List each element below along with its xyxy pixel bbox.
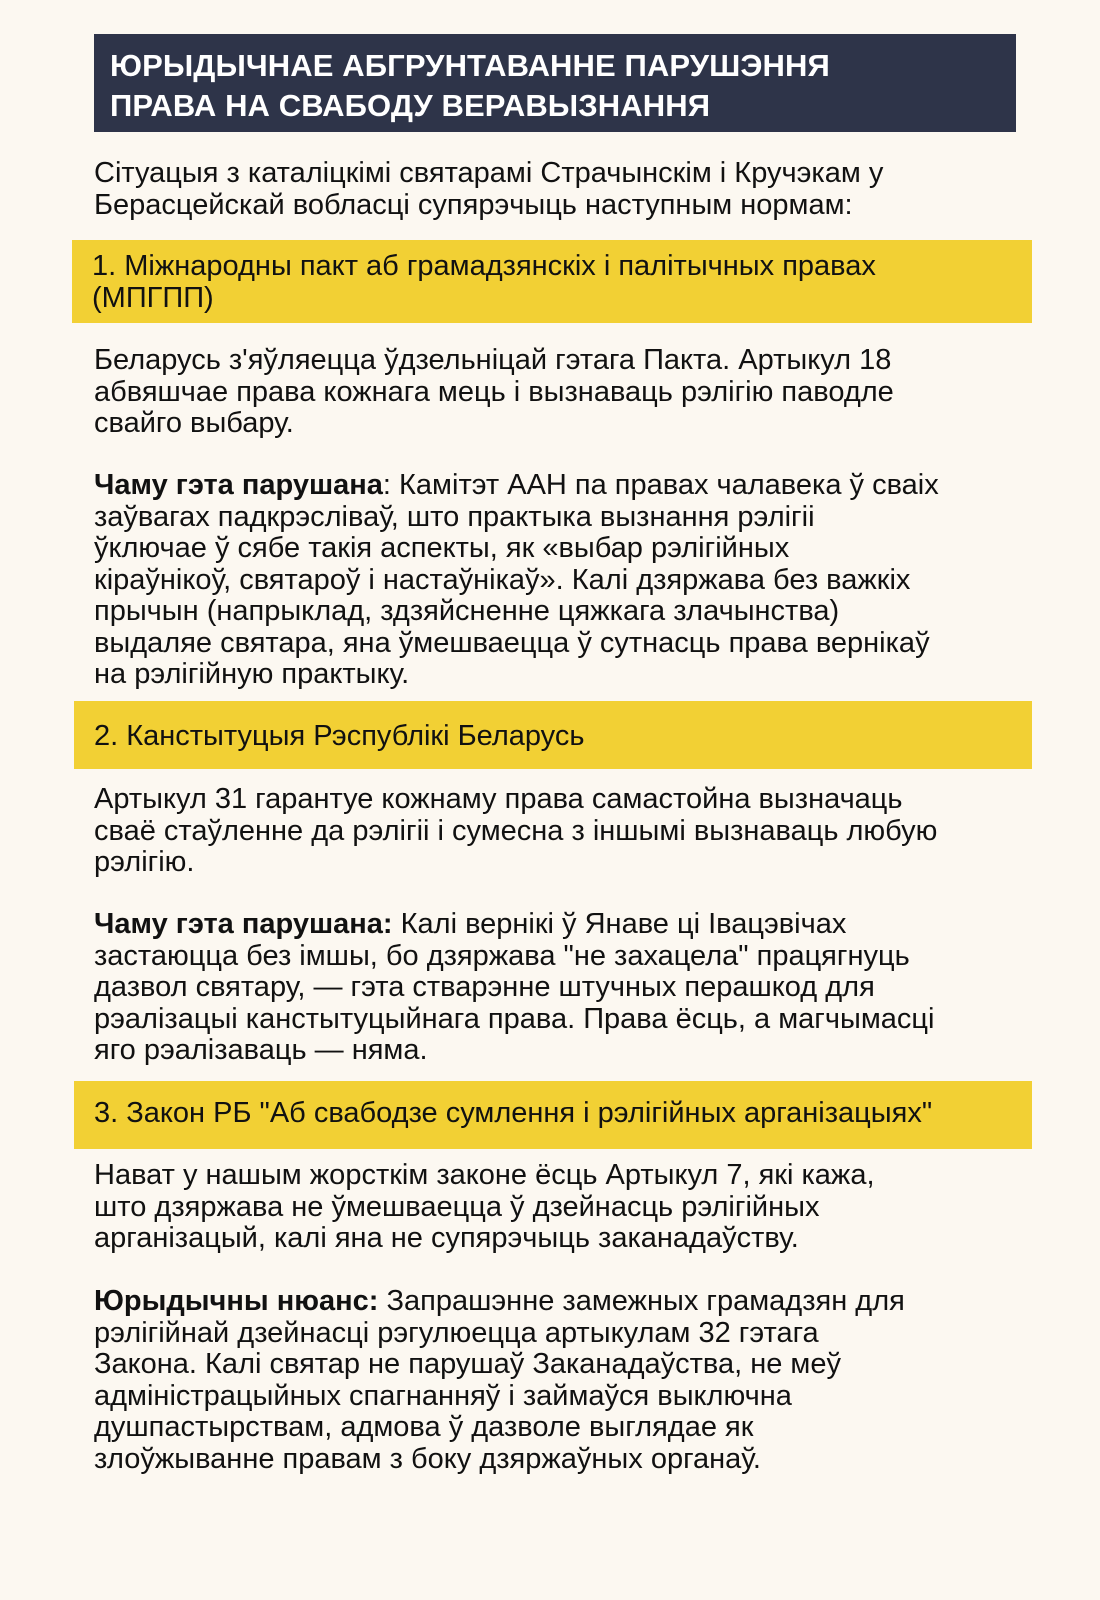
section-2-heading xyxy=(74,701,1032,769)
intro-line: Берасцейскай вобласці супярэчыць наступным нормам: xyxy=(94,188,853,221)
body-line: свайго выбару. xyxy=(94,407,294,439)
note-label: Юрыдычны нюанс: xyxy=(94,1285,379,1317)
body-line: Беларусь з'яўляецца ўдзельніцай гэтага Пакта. Артыкул 18 xyxy=(94,344,892,376)
note-text: Запрашэнне замежных грамадзян для xyxy=(378,1285,905,1317)
section-2-body xyxy=(94,784,1024,879)
intro-line: Сітуацыя з каталіцкімі святарамі Страчынскім і Кручэкам у xyxy=(94,157,884,189)
section-1-body xyxy=(94,345,1024,440)
note-text: Калі вернікі ў Янаве ці Івацэвічах xyxy=(392,908,847,940)
body-line: рэлігію. xyxy=(94,846,195,878)
note-line: заўвагах падкрэсліваў, што практыка вызнання рэлігіі xyxy=(94,500,815,533)
body-line: што дзяржава не ўмешваецца ў дзейнасць рэлігійных xyxy=(94,1190,820,1223)
note-label: Чаму гэта парушана: xyxy=(94,908,393,940)
section-1-heading xyxy=(72,240,1032,323)
note-line: прычын (напрыклад, здзяйсненне цяжкага злачынства) xyxy=(94,595,840,627)
body-line: арганізацый, калі яна не супярэчыць заканадаўству. xyxy=(94,1222,799,1254)
section-2-note xyxy=(94,909,1024,1067)
section-3-heading xyxy=(74,1081,1032,1149)
section-heading-line: 3. Закон РБ "Аб свабодзе сумлення і рэлігійных арганізацыях" xyxy=(94,1097,933,1129)
note-line: рэлігійнай дзейнасці рэгулюецца артыкулам 32 гэтага xyxy=(94,1316,819,1349)
note-first-line xyxy=(94,470,1024,502)
note-line: застаюцца без імшы, бо дзяржава "не захацела" працягнуць xyxy=(94,939,910,972)
note-line: злоўжыванне правам з боку дзяржаўных органаў. xyxy=(94,1442,761,1475)
note-label: Чаму гэта парушана xyxy=(94,469,383,501)
section-heading-line: 2. Канстытуцыя Рэспублікі Беларусь xyxy=(94,720,585,752)
note-line: рэалізацыі канстытуцыйнага права. Права ёсць, а магчымасці xyxy=(94,1002,935,1035)
note-text: : Камітэт ААН па правах чалавека ў сваіх xyxy=(382,469,939,501)
body-line: сваё стаўленне да рэлігіі і сумесна з іншымі вызнаваць любую xyxy=(94,814,938,847)
note-line: кіраўнікоў, святароў і настаўнікаў». Калі дзяржава без важкіх xyxy=(94,563,911,596)
note-line: яго рэалізаваць — няма. xyxy=(94,1034,428,1066)
section-1-note xyxy=(94,470,1024,691)
intro-paragraph xyxy=(94,158,1024,221)
note-line: адміністрацыйных спагнанняў і займаўся выключна xyxy=(94,1379,792,1412)
section-3-note xyxy=(94,1286,1024,1475)
title-banner xyxy=(94,34,1016,132)
note-line: душпастырствам, адмова ў дазволе выглядае як xyxy=(94,1411,754,1443)
section-heading-line: 1. Міжнародны пакт аб грамадзянскіх і палітычных правах xyxy=(92,250,876,282)
page-title-line-2: ПРАВА НА СВАБОДУ ВЕРАВЫЗНАННЯ xyxy=(110,88,711,123)
section-3-body xyxy=(94,1160,1024,1255)
note-line: дазвол святару, — гэта стварэнне штучных перашкод для xyxy=(94,971,875,1003)
body-line: Нават у нашым жорсткім законе ёсць Артыкул 7, які кажа, xyxy=(94,1159,875,1191)
note-first-line xyxy=(94,909,1024,941)
body-line: абвяшчае права кожнага мець і вызнаваць рэлігію паводле xyxy=(94,375,894,408)
note-line: выдаляе святара, яна ўмешваецца ў сутнасць права вернікаў xyxy=(94,626,930,659)
section-heading-line: (МПГПП) xyxy=(92,281,214,314)
note-line: Закона. Калі святар не парушаў Заканадаўства, не меў xyxy=(94,1348,841,1380)
page-title-line-1: ЮРЫДЫЧНАЕ АБГРУНТАВАННЕ ПАРУШЭННЯ xyxy=(110,48,830,83)
note-first-line xyxy=(94,1286,1024,1318)
body-line: Артыкул 31 гарантуе кожнаму права самастойна вызначаць xyxy=(94,783,903,815)
note-line: на рэлігійную практыку. xyxy=(94,658,410,690)
note-line: ўключае ў сябе такія аспекты, як «выбар рэлігійных xyxy=(94,532,790,564)
